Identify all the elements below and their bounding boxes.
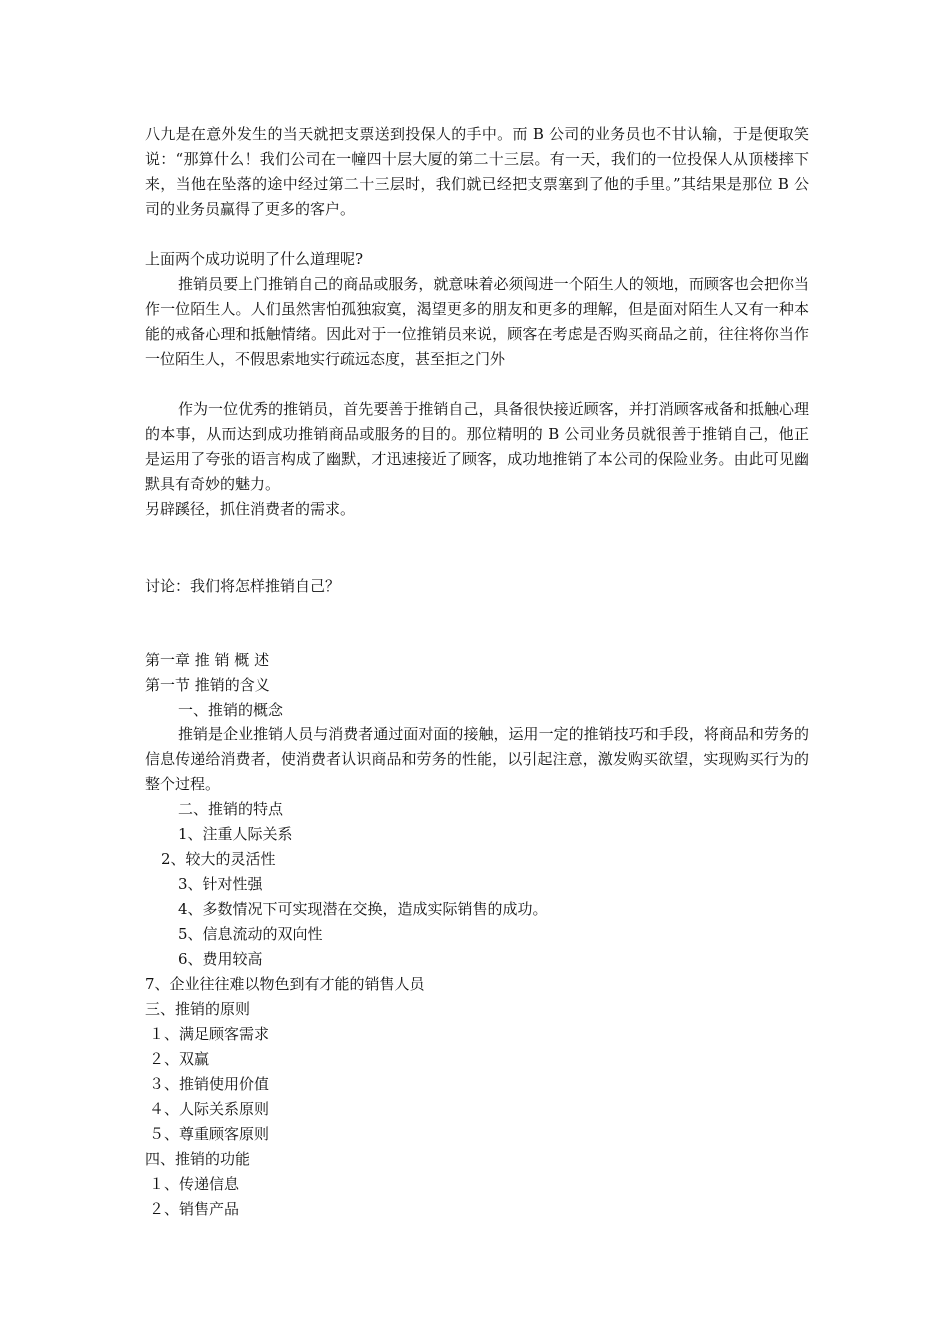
list-item: 4、多数情况下可实现潜在交换，造成实际销售的成功。 [178,900,548,918]
question-text: 上面两个成功说明了什么道理呢? [145,250,364,268]
list-item: 3、针对性强 [178,875,263,893]
list-item: ２、销售产品 [149,1200,240,1218]
functions-list [145,1172,809,1222]
features-heading [145,797,809,822]
features-heading-text: 二、推销的特点 [178,800,284,818]
list-item: １、满足顾客需求 [149,1025,270,1043]
list-item: ５、尊重顾客原则 [149,1125,270,1143]
conclusion-text: 作为一位优秀的推销员，首先要善于推销自己，具备很快接近顾客，并打消顾客戒备和抵触心理的本事，从而达到成功推销商品或服务的目的。那位精明的 B 公司业务员就很善于推销自己，他正是运用了夸张的语言构成了幽默，才迅速接近了顾客，成功地推销了本公司的保险业务。由此可见幽默具有奇妙的魅力。 [145,400,809,493]
tip-line [145,497,809,522]
explanation-paragraph [145,272,809,372]
concept-heading-text: 一、推销的概念 [178,701,284,719]
story-text: 八九是在意外发生的当天就把支票送到投保人的手中。而 B 公司的业务员也不甘认输，于是便取笑说：“那算什么！我们公司在一幢四十层大厦的第二十三层。有一天，我们的一位投保人从顶楼摔下来，当他在坠落的途中经过第二十三层时，我们就已经把支票塞到了他的手里。”其结果是那位 B 公司的业务员赢得了更多的客户。 [145,125,809,218]
section-heading [145,673,809,698]
functions-heading [145,1147,809,1172]
chapter-heading [145,648,809,673]
conclusion-paragraph [145,397,809,497]
chapter-title: 第一章 推 销 概 述 [145,651,270,669]
list-item: ２、双赢 [149,1050,210,1068]
intro-story-paragraph [145,122,809,222]
list-item: 1、注重人际关系 [178,825,293,843]
tip-text: 另辟蹊径，抓住消费者的需求。 [145,500,356,518]
concept-heading [145,698,809,723]
list-item: ３、推销使用价值 [149,1075,270,1093]
principles-list [145,1022,809,1147]
discussion-text: 讨论：我们将怎样推销自己？ [145,577,341,595]
principles-heading-text: 三、推销的原则 [145,1000,251,1018]
explanation-text: 推销员要上门推销自己的商品或服务，就意味着必须闯进一个陌生人的领地，而顾客也会把你当作一位陌生人。人们虽然害怕孤独寂寞，渴望更多的朋友和更多的理解，但是面对陌生人又有一种本能的戒备心理和抵触情绪。因此对于一位推销员来说，顾客在考虑是否购买商品之前，往往将你当作一位陌生人，不假思索地实行疏远态度，甚至拒之门外 [145,275,809,368]
principles-heading [145,997,809,1022]
list-item: 6、费用较高 [178,950,263,968]
concept-paragraph [145,722,809,797]
question-line [145,247,809,272]
features-list [145,822,809,997]
concept-body-text: 推销是企业推销人员与消费者通过面对面的接触，运用一定的推销技巧和手段，将商品和劳务的信息传递给消费者，使消费者认识商品和劳务的性能，以引起注意，激发购买欲望，实现购买行为的整个过程。 [145,725,809,793]
discussion-line [145,574,809,599]
list-item: 2、较大的灵活性 [161,850,276,868]
list-item: ４、人际关系原则 [149,1100,270,1118]
list-item: 5、信息流动的双向性 [178,925,323,943]
functions-heading-text: 四、推销的功能 [145,1150,251,1168]
section-title: 第一节 推销的含义 [145,676,270,694]
list-item: 7、企业往往难以物色到有才能的销售人员 [145,975,425,993]
list-item: １、传递信息 [149,1175,240,1193]
